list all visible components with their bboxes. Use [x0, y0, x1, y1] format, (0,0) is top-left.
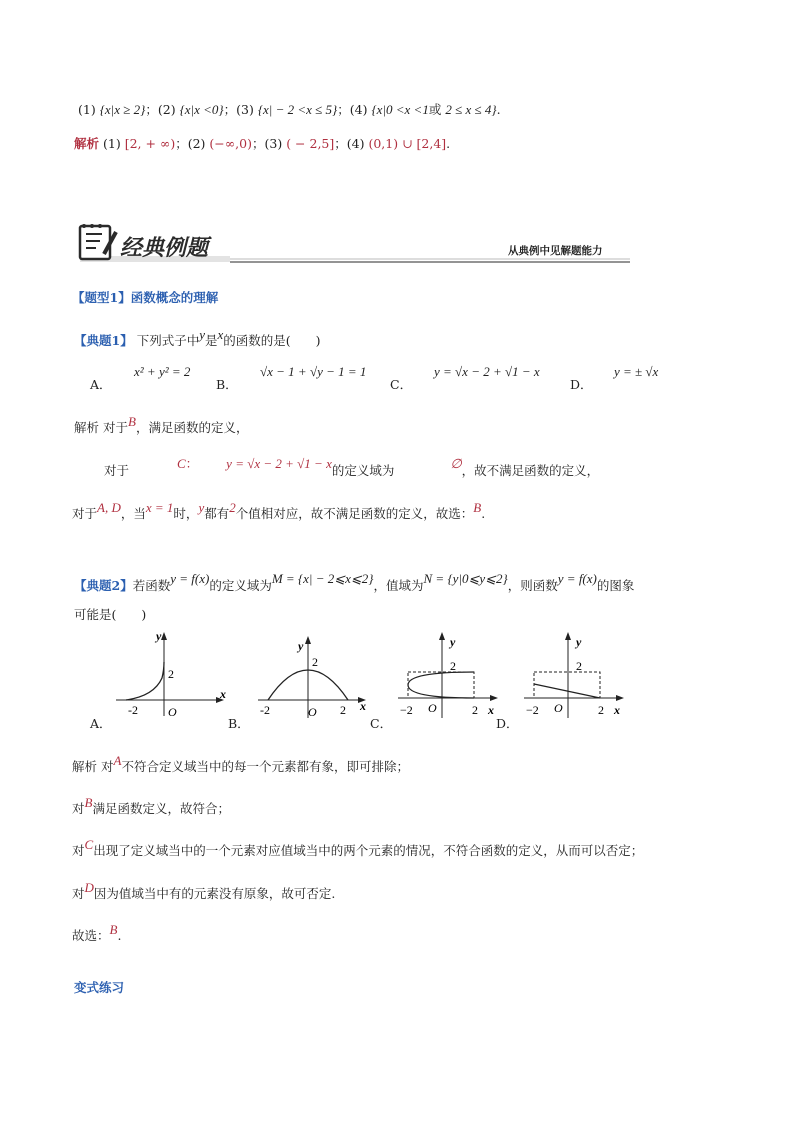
empty-set: ∅: [450, 456, 462, 471]
solution-text: 对于: [103, 420, 129, 435]
tick-label-2b: 2: [598, 703, 604, 717]
variant-heading: 变式练习: [74, 980, 125, 995]
solution-text: 对于: [72, 506, 98, 521]
answer-interval: (0,1) ∪ [2,4]: [368, 136, 447, 151]
example1-solution-line1: [74, 414, 249, 436]
question-text: ，值域为: [373, 578, 424, 593]
example1-solution-line2: [104, 456, 600, 479]
axis-label-x: x: [220, 687, 226, 701]
function-expr: y = f(x): [557, 571, 597, 586]
period: .: [117, 928, 122, 943]
x-value: x = 1: [145, 500, 174, 515]
banner-title: 经典例题: [120, 236, 209, 261]
analysis-line: [74, 134, 450, 152]
question-text: 的函数的是( ): [223, 333, 321, 348]
set-expr: {x|0 <x <1: [371, 102, 429, 117]
analysis-label: 解析: [74, 420, 100, 435]
axis-label-y: y: [450, 635, 456, 649]
solution-text: ，满足函数的定义，: [135, 420, 249, 435]
axis-label-x: x: [360, 699, 366, 713]
answer-interval: (−∞,0): [209, 136, 252, 151]
example2-solution-line3: [72, 837, 644, 859]
graph-b: [254, 634, 374, 722]
tick-label-2: 2: [312, 655, 318, 669]
origin-label: O: [308, 705, 317, 719]
option-c-label: C．: [390, 377, 413, 392]
origin-label: O: [428, 701, 437, 715]
solution-text: 出现了定义域当中的一个元素对应值域当中的两个元素的情况，不符合函数的定义，从而可以否定；: [93, 843, 644, 858]
graph-d: [520, 628, 632, 720]
solution-text: 因为值域当中有的元素没有原象，故可否定.: [93, 886, 336, 901]
question-text: 的定义域为: [209, 578, 272, 593]
part-number: ；(2): [145, 102, 176, 117]
set-expr: {x|x <0}: [179, 102, 224, 117]
solution-text: 对: [72, 886, 85, 901]
example1-solution-line3: [72, 500, 486, 522]
part-number: (1): [78, 102, 96, 117]
solution-text: 满足函数定义，故符合；: [92, 801, 230, 816]
solution-text: 都有: [204, 506, 230, 521]
example2-solution-line5: [72, 922, 122, 944]
axis-label-x: x: [614, 703, 620, 717]
period: .: [446, 136, 451, 151]
solution-text: 对: [72, 843, 85, 858]
part-number: ；(2): [175, 136, 206, 151]
question-text: ，则函数: [507, 578, 558, 593]
tick-label-neg2: -2: [260, 703, 270, 717]
example-label: 【典题2】: [74, 578, 133, 593]
set-expr: 2 ≤ x ≤ 4}: [445, 102, 497, 117]
example2-solution-line1: [72, 753, 409, 775]
part-number: ；(3): [252, 136, 283, 151]
axis-label-y: y: [156, 630, 162, 643]
option-ref: D: [84, 880, 94, 895]
colon: ：: [185, 456, 199, 471]
solution-text: ，故不满足函数的定义，: [461, 463, 600, 478]
banner-subtitle: 从典例中见解题能力: [508, 245, 603, 257]
graph-a: [112, 630, 232, 720]
period: .: [481, 506, 486, 521]
example-label: 【典题1】: [74, 333, 133, 348]
origin-label: O: [168, 705, 177, 719]
option-a-expr: x² + y² = 2: [134, 364, 191, 379]
graph-d-label: D．: [496, 716, 519, 731]
part-number: ；(4): [334, 136, 365, 151]
var-y: y: [199, 327, 205, 342]
option-ref: B: [128, 414, 136, 429]
set-expr: {x| − 2 <x ≤ 5}: [257, 102, 338, 117]
solution-text: 对: [72, 801, 85, 816]
count-value: 2: [229, 500, 236, 515]
option-a-label: A．: [90, 377, 112, 392]
option-ref: C: [84, 837, 94, 852]
option-b-label: B．: [216, 377, 238, 392]
option-d-label: D．: [570, 377, 593, 392]
var-x: x: [217, 327, 224, 342]
part-number: ；(3): [223, 102, 254, 117]
question-text: 下列式子中: [136, 333, 200, 348]
analysis-label: 解析: [72, 759, 98, 774]
part-number: ；(4): [337, 102, 368, 117]
option-ref: A, D: [97, 500, 121, 515]
graph-c: [394, 628, 506, 720]
tick-label-neg2: -2: [128, 703, 138, 717]
part-number: (1): [103, 136, 121, 151]
example2-question-line2: 可能是( ): [74, 607, 147, 622]
set-expr: {x|x ≥ 2}: [99, 102, 146, 117]
type-heading: 【题型1】函数概念的理解: [72, 290, 219, 305]
solution-text: 的定义域为: [331, 463, 395, 478]
tick-label-2: 2: [576, 659, 582, 673]
option-ref: A: [113, 753, 122, 768]
tick-label-neg2: −2: [400, 703, 413, 717]
solution-text: 时，: [173, 506, 199, 521]
range-set: N = {y|0⩽y⩽2}: [423, 571, 508, 586]
answer-line: [78, 100, 501, 118]
option-ref: B: [84, 795, 93, 810]
answer-interval: [2, + ∞): [124, 136, 176, 151]
notebook-icon: [80, 224, 116, 259]
solution-text: 个值相对应，故不满足函数的定义，故选：: [235, 506, 474, 521]
tick-label-2b: 2: [472, 703, 478, 717]
tick-label-2: 2: [450, 659, 456, 673]
period: .: [496, 102, 501, 117]
axis-label-x: x: [488, 703, 494, 717]
axis-label-y: y: [298, 639, 304, 653]
example2-solution-line4: [72, 880, 336, 902]
graph-b-label: B．: [228, 716, 250, 731]
axis-label-y: y: [576, 635, 582, 649]
origin-label: O: [554, 701, 563, 715]
solution-text: 对: [101, 759, 114, 774]
tick-label-neg2: −2: [526, 703, 539, 717]
solution-text: 故选：: [72, 928, 110, 943]
option-ref: B: [109, 922, 118, 937]
question-text: 的图象: [596, 578, 635, 593]
solution-text: 对于: [104, 463, 130, 478]
example1-question: [74, 327, 321, 349]
option-b-expr: √x − 1 + √y − 1 = 1: [260, 364, 367, 379]
solution-text: ，当: [120, 506, 146, 521]
graph-a-label: A．: [90, 716, 112, 731]
option-c-expr: y = √x − 2 + √1 − x: [434, 364, 540, 379]
tick-label-2: 2: [168, 667, 174, 681]
or-word: 或: [428, 102, 442, 117]
var-y: y: [198, 500, 205, 515]
example2-solution-line2: [72, 795, 230, 817]
domain-set: M = {x| − 2⩽x⩽2}: [271, 571, 374, 586]
option-d-expr: y = ± √x: [614, 364, 659, 379]
domain-expr: y = √x − 2 + √1 − x: [226, 456, 332, 471]
answer-interval: ( − 2,5]: [286, 136, 335, 151]
graph-c-label: C．: [370, 716, 393, 731]
question-text: 若函数: [132, 578, 171, 593]
option-ref: B: [473, 500, 482, 515]
question-text: 是: [204, 333, 218, 348]
analysis-label: 解析: [74, 136, 100, 151]
tick-label-2b: 2: [340, 703, 346, 717]
solution-text: 不符合定义域当中的每一个元素都有象，即可排除；: [121, 759, 409, 774]
example2-question: [74, 571, 635, 594]
option-ref: C: [177, 456, 186, 471]
function-expr: y = f(x): [170, 571, 210, 586]
